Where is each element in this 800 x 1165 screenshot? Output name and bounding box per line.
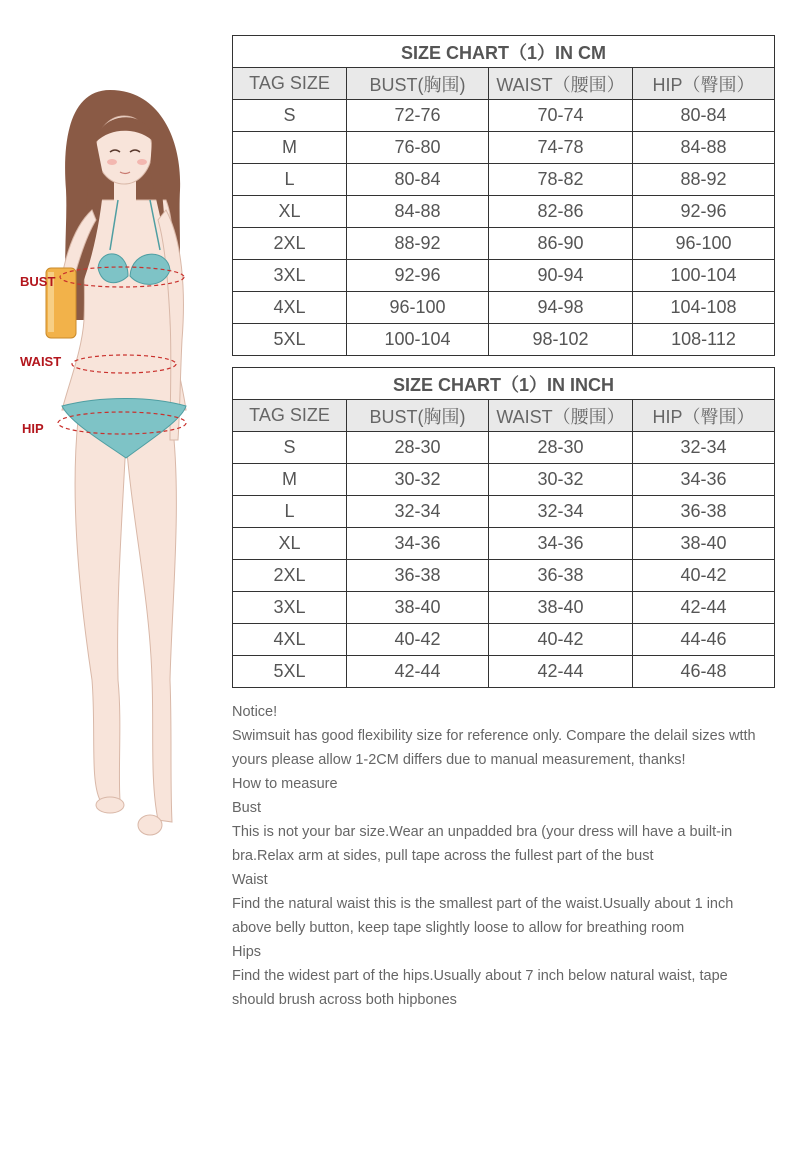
table-cell: 42-44 [633, 592, 775, 624]
note-line: Hips [232, 944, 262, 960]
table-cell: S [233, 432, 347, 464]
inch-chart-title: SIZE CHART（1）IN INCH [233, 368, 775, 400]
table-row [233, 164, 775, 196]
table-row [233, 592, 775, 624]
note-line: should brush across both hipbones [232, 992, 457, 1008]
table-row [233, 432, 775, 464]
table-cell: 3XL [233, 260, 347, 292]
table-cell: 3XL [233, 592, 347, 624]
table-row [233, 292, 775, 324]
table-cell: 4XL [233, 624, 347, 656]
table-cell: 28-30 [347, 432, 489, 464]
table-cell: 104-108 [633, 292, 775, 324]
table-cell: S [233, 100, 347, 132]
table-cell: L [233, 164, 347, 196]
cm-chart-title: SIZE CHART（1）IN CM [233, 36, 775, 68]
table-cell: 96-100 [347, 292, 489, 324]
table-cell: 28-30 [489, 432, 633, 464]
table-cell: 72-76 [347, 100, 489, 132]
size-chart-cm [232, 35, 775, 356]
table-cell: 32-34 [489, 496, 633, 528]
table-cell: XL [233, 196, 347, 228]
table-cell: 40-42 [633, 560, 775, 592]
note-line: above belly button, keep tape slightly loose to allow for breathing room [232, 920, 685, 936]
table-cell: 108-112 [633, 324, 775, 356]
table-row [233, 528, 775, 560]
table-cell: 40-42 [489, 624, 633, 656]
table-cell: 34-36 [347, 528, 489, 560]
table-cell: 30-32 [489, 464, 633, 496]
header-tag-size: TAG SIZE [233, 68, 347, 100]
table-row [233, 260, 775, 292]
table-cell: XL [233, 528, 347, 560]
waist-label: WAIST [20, 354, 62, 369]
hip-label: HIP [22, 421, 44, 436]
table-row [233, 196, 775, 228]
table-cell: 84-88 [633, 132, 775, 164]
note-line: bra.Relax arm at sides, pull tape across the fullest part of the bust [232, 848, 654, 864]
size-chart-inch [232, 367, 775, 688]
table-cell: 34-36 [489, 528, 633, 560]
header-hip: HIP（臀围） [633, 400, 775, 432]
table-row [233, 100, 775, 132]
table-cell: 100-104 [347, 324, 489, 356]
bust-label: BUST [20, 274, 56, 289]
inch-chart-body [233, 432, 775, 688]
note-line: Swimsuit has good flexibility size for reference only. Compare the delail sizes wtth [232, 728, 756, 744]
table-row [233, 228, 775, 260]
table-cell: 94-98 [489, 292, 633, 324]
header-bust: BUST(胸围) [347, 400, 489, 432]
table-row [233, 656, 775, 688]
table-cell: M [233, 132, 347, 164]
table-cell: 2XL [233, 560, 347, 592]
table-cell: 4XL [233, 292, 347, 324]
table-cell: 34-36 [633, 464, 775, 496]
measurement-notes [232, 700, 800, 1012]
note-line: Find the widest part of the hips.Usually about 7 inch below natural waist, tape [232, 968, 728, 984]
table-cell: 88-92 [347, 228, 489, 260]
note-line: Bust [232, 800, 262, 816]
cm-chart-body [233, 100, 775, 356]
table-cell: 36-38 [489, 560, 633, 592]
table-cell: 44-46 [633, 624, 775, 656]
table-cell: 70-74 [489, 100, 633, 132]
table-cell: 80-84 [633, 100, 775, 132]
header-hip: HIP（臀围） [633, 68, 775, 100]
table-cell: 42-44 [489, 656, 633, 688]
table-cell: 100-104 [633, 260, 775, 292]
table-cell: 80-84 [347, 164, 489, 196]
table-cell: 96-100 [633, 228, 775, 260]
table-cell: 2XL [233, 228, 347, 260]
table-cell: 84-88 [347, 196, 489, 228]
header-tag-size: TAG SIZE [233, 400, 347, 432]
table-row [233, 464, 775, 496]
table-row [233, 324, 775, 356]
table-cell: 46-48 [633, 656, 775, 688]
table-cell: 42-44 [347, 656, 489, 688]
table-cell: 38-40 [347, 592, 489, 624]
model-figure-drawing [0, 80, 230, 860]
model-illustration [0, 80, 230, 860]
table-cell: 38-40 [633, 528, 775, 560]
table-cell: 5XL [233, 324, 347, 356]
table-cell: 88-92 [633, 164, 775, 196]
table-cell: 32-34 [347, 496, 489, 528]
note-line: Waist [232, 872, 268, 888]
table-row [233, 560, 775, 592]
note-line: yours please allow 1-2CM differs due to manual measurement, thanks! [232, 752, 686, 768]
table-cell: 82-86 [489, 196, 633, 228]
table-cell: L [233, 496, 347, 528]
note-line: How to measure [232, 776, 338, 792]
table-cell: 92-96 [633, 196, 775, 228]
table-cell: 90-94 [489, 260, 633, 292]
table-cell: 98-102 [489, 324, 633, 356]
table-cell: 38-40 [489, 592, 633, 624]
header-waist: WAIST（腰围） [489, 68, 633, 100]
table-row [233, 496, 775, 528]
table-row [233, 624, 775, 656]
table-cell: 86-90 [489, 228, 633, 260]
note-line: This is not your bar size.Wear an unpadded bra (your dress will have a built-in [232, 824, 733, 840]
table-cell: 30-32 [347, 464, 489, 496]
table-cell: 5XL [233, 656, 347, 688]
table-cell: 36-38 [633, 496, 775, 528]
table-cell: 32-34 [633, 432, 775, 464]
table-cell: 40-42 [347, 624, 489, 656]
table-cell: 92-96 [347, 260, 489, 292]
table-row [233, 132, 775, 164]
note-line: Find the natural waist this is the smallest part of the waist.Usually about 1 inch [232, 896, 734, 912]
table-cell: 36-38 [347, 560, 489, 592]
header-waist: WAIST（腰围） [489, 400, 633, 432]
note-line: Notice! [232, 704, 278, 720]
table-cell: 78-82 [489, 164, 633, 196]
table-cell: 74-78 [489, 132, 633, 164]
table-cell: M [233, 464, 347, 496]
header-bust: BUST(胸围) [347, 68, 489, 100]
table-cell: 76-80 [347, 132, 489, 164]
